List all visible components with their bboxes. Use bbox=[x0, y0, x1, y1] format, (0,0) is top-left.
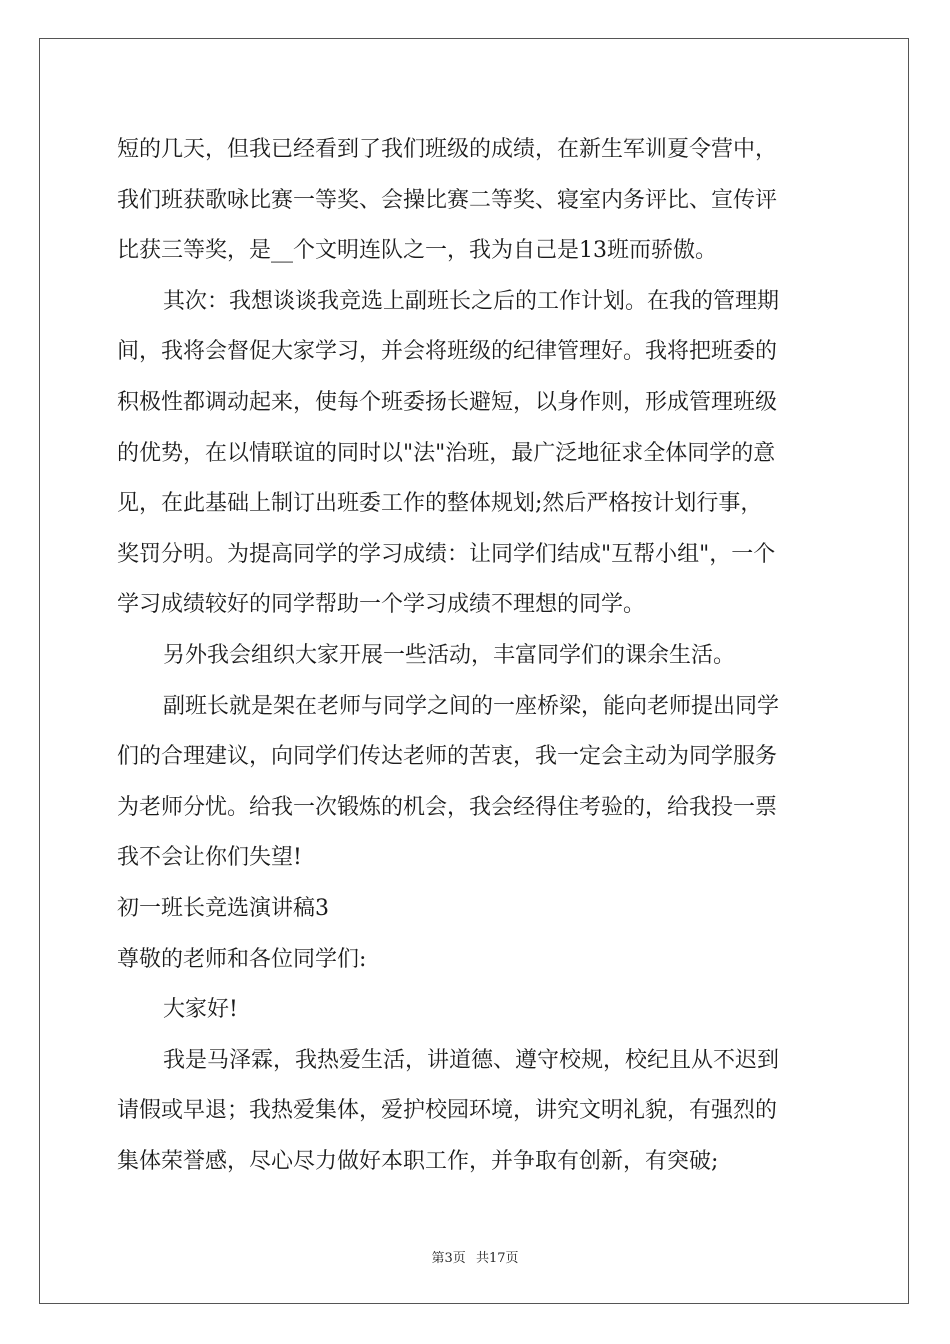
text-line: 奖罚分明。为提高同学的学习成绩：让同学们结成"互帮小组"，一个 bbox=[117, 541, 776, 567]
text-line: 为老师分忧。给我一次锻炼的机会，我会经得住考验的，给我投一票 bbox=[117, 794, 778, 820]
text-line: 短的几天，但我已经看到了我们班级的成绩，在新生军训夏令营中， bbox=[117, 137, 778, 162]
text-line: 见，在此基础上制订出班委工作的整体规划;然后严格按计划行事， bbox=[117, 491, 763, 517]
text-line: 我不会让你们失望! bbox=[117, 845, 302, 871]
text-line: 我是马泽霖，我热爱生活，讲道德、遵守校规，校纪且从不迟到 bbox=[163, 1047, 780, 1073]
text-line: 积极性都调动起来，使每个班委扬长避短，以身作则，形成管理班级 bbox=[117, 389, 778, 415]
text-line: 集体荣誉感，尽心尽力做好本职工作，并争取有创新，有突破; bbox=[117, 1148, 719, 1174]
total-pages-label: 共17页 bbox=[475, 1251, 519, 1266]
text-line: 副班长就是架在老师与同学之间的一座桥梁，能向老师提出同学 bbox=[163, 693, 780, 719]
text-line: 尊敬的老师和各位同学们: bbox=[117, 946, 367, 972]
text-line: 比获三等奖，是__个文明连队之一，我为自己是13班而骄傲。 bbox=[117, 238, 717, 264]
text-line: 初一班长竞选演讲稿3 bbox=[117, 895, 329, 921]
page-footer bbox=[0, 1247, 950, 1266]
text-line: 间，我将会督促大家学习，并会将班级的纪律管理好。我将把班委的 bbox=[117, 339, 778, 365]
document-body bbox=[117, 125, 837, 1187]
text-line: 学习成绩较好的同学帮助一个学习成绩不理想的同学。 bbox=[117, 592, 646, 618]
current-page-label: 第3页 bbox=[431, 1251, 466, 1266]
text-line: 大家好! bbox=[163, 997, 238, 1023]
text-line: 们的合理建议，向同学们传达老师的苦衷，我一定会主动为同学服务 bbox=[117, 744, 778, 770]
text-line: 的优势，在以情联谊的同时以"法"治班，最广泛地征求全体同学的意 bbox=[117, 440, 776, 466]
text-line: 我们班获歌咏比赛一等奖、会操比赛二等奖、寝室内务评比、宣传评 bbox=[117, 187, 778, 213]
text-line: 其次：我想谈谈我竞选上副班长之后的工作计划。在我的管理期 bbox=[163, 288, 780, 314]
text-line: 请假或早退；我热爱集体，爱护校园环境，讲究文明礼貌，有强烈的 bbox=[117, 1098, 778, 1124]
text-line: 另外我会组织大家开展一些活动，丰富同学们的课余生活。 bbox=[163, 642, 736, 668]
